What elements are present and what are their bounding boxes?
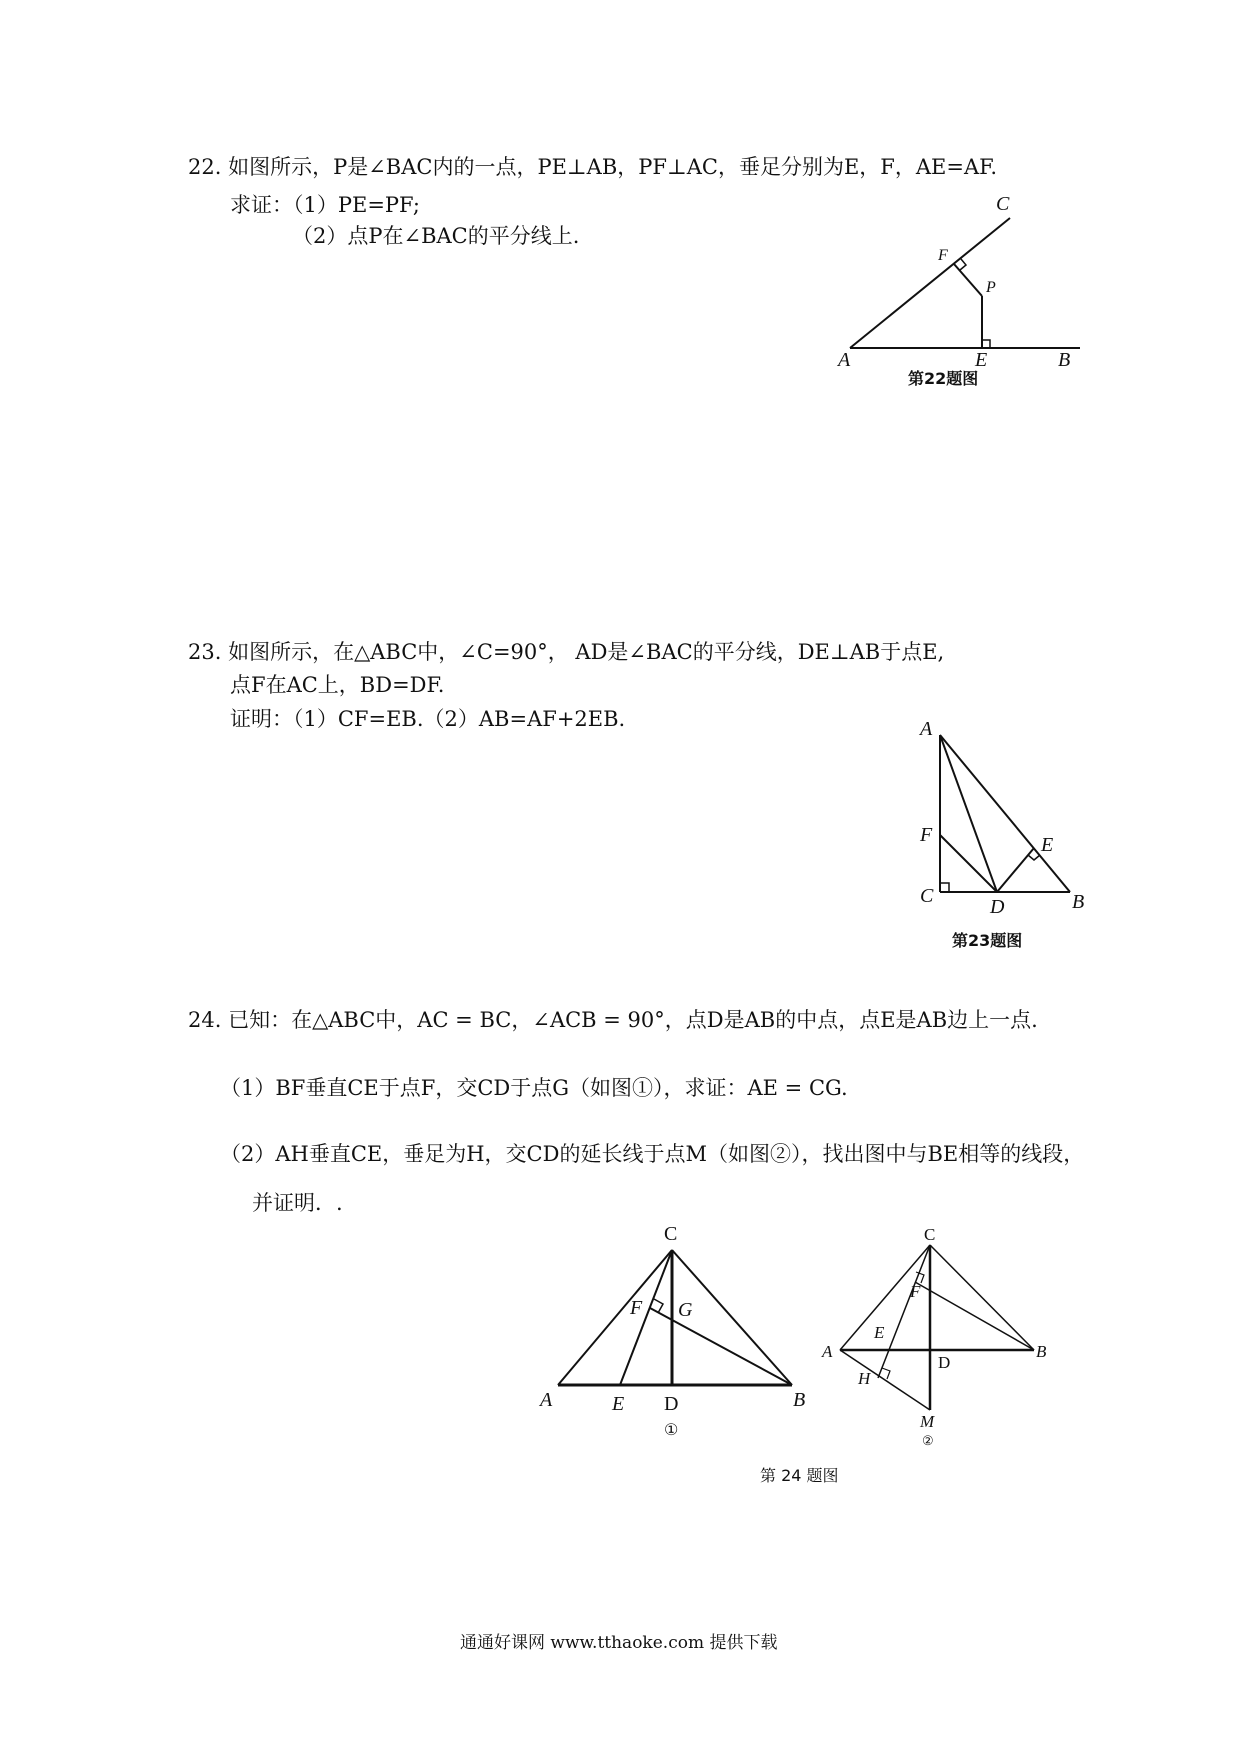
q22-line3: （2）点P在∠BAC的平分线上. [292, 224, 580, 248]
q24-f1-label-a: A [540, 1389, 553, 1411]
q22-figure [830, 190, 1110, 390]
q22-right-angle-f [960, 259, 966, 270]
q24-f1-label-f: F [630, 1297, 643, 1319]
q22-caption: 第22题图 [908, 369, 979, 388]
q24-f2-label-h: H [858, 1369, 871, 1388]
q24-f1-label-g: G [678, 1299, 693, 1321]
q23-caption: 第23题图 [952, 931, 1023, 950]
q24-f2-label-c: C [924, 1225, 936, 1244]
q23-label-b: B [1072, 891, 1085, 913]
q22-label-c: C [996, 193, 1010, 215]
q23-label-d: D [990, 896, 1005, 918]
q22-seg-fp [954, 264, 982, 296]
q23-line3: 证明：（1）CF=EB.（2）AB=AF+2EB. [230, 707, 626, 731]
q22-label-b: B [1058, 349, 1071, 371]
q24-f1-number: ① [664, 1422, 679, 1439]
q24-f1-label-e: E [612, 1393, 625, 1415]
q23-right-angle-e [1028, 855, 1040, 860]
q24-f1-side-ac [558, 1250, 672, 1385]
q22-line2: 求证：（1）PE=PF; [230, 193, 420, 217]
q24-f2-label-a: A [822, 1342, 833, 1361]
q23-figure [900, 715, 1100, 950]
q24-f2-label-d: D [938, 1353, 951, 1372]
q24-f2-right-angle-h [882, 1368, 890, 1379]
q23-side-ab [940, 735, 1070, 892]
q23-label-c: C [920, 885, 934, 907]
page-footer: 通通好课网 www.tthaoke.com 提供下载 [460, 1633, 778, 1653]
q24-f2-seg-bf [915, 1282, 1034, 1350]
q23-line1: 23. 如图所示，在△ABC中，∠C=90°， AD是∠BAC的平分线，DE⊥AB于点E, [188, 640, 945, 664]
q22-label-e: E [975, 349, 988, 371]
q22-label-f: F [938, 247, 948, 264]
q24-line2: （1）BF垂直CE于点F，交CD于点G（如图①），求证：AE = CG. [220, 1076, 848, 1100]
q22-right-angle-e [982, 340, 990, 348]
q24-f1-seg-ce [620, 1250, 672, 1385]
q24-line3: （2）AH垂直CE，垂足为H，交CD的延长线于点M（如图②），找出图中与BE相等的线段， [220, 1142, 1085, 1166]
q23-label-a: A [920, 718, 933, 740]
q24-f2-label-f: F [910, 1282, 921, 1301]
q23-seg-ad [940, 735, 997, 892]
q24-f2-label-b: B [1036, 1342, 1047, 1361]
q24-line4: 并证明．. [252, 1191, 343, 1215]
q24-f1-label-b: B [793, 1389, 806, 1411]
q23-label-e: E [1041, 834, 1054, 856]
q23-line2: 点F在AC上，BD=DF. [230, 673, 445, 697]
q23-label-f: F [920, 824, 933, 846]
q24-f2-label-m: M [920, 1412, 935, 1431]
q24-figure-2 [820, 1220, 1070, 1450]
q24-f2-number: ② [922, 1433, 934, 1448]
q24-f1-label-c: C [664, 1223, 678, 1245]
q23-right-angle-c [940, 883, 949, 892]
q24-f2-side-cb [930, 1245, 1034, 1350]
q24-figure-1 [530, 1220, 820, 1440]
q24-line1: 24. 已知：在△ABC中，AC = BC，∠ACB = 90°，点D是AB的中点，点E是AB边上一点. [188, 1008, 1038, 1032]
q24-f2-seg-ch [878, 1245, 930, 1378]
q24-f1-label-d: D [664, 1393, 679, 1415]
q24-caption: 第 24 题图 [760, 1466, 839, 1485]
q24-f2-label-e: E [874, 1323, 885, 1342]
q22-label-a: A [838, 349, 851, 371]
q22-label-p: P [986, 279, 996, 296]
q22-line1: 22. 如图所示，P是∠BAC内的一点，PE⊥AB，PF⊥AC，垂足分别为E，F，AE=AF. [188, 155, 998, 179]
